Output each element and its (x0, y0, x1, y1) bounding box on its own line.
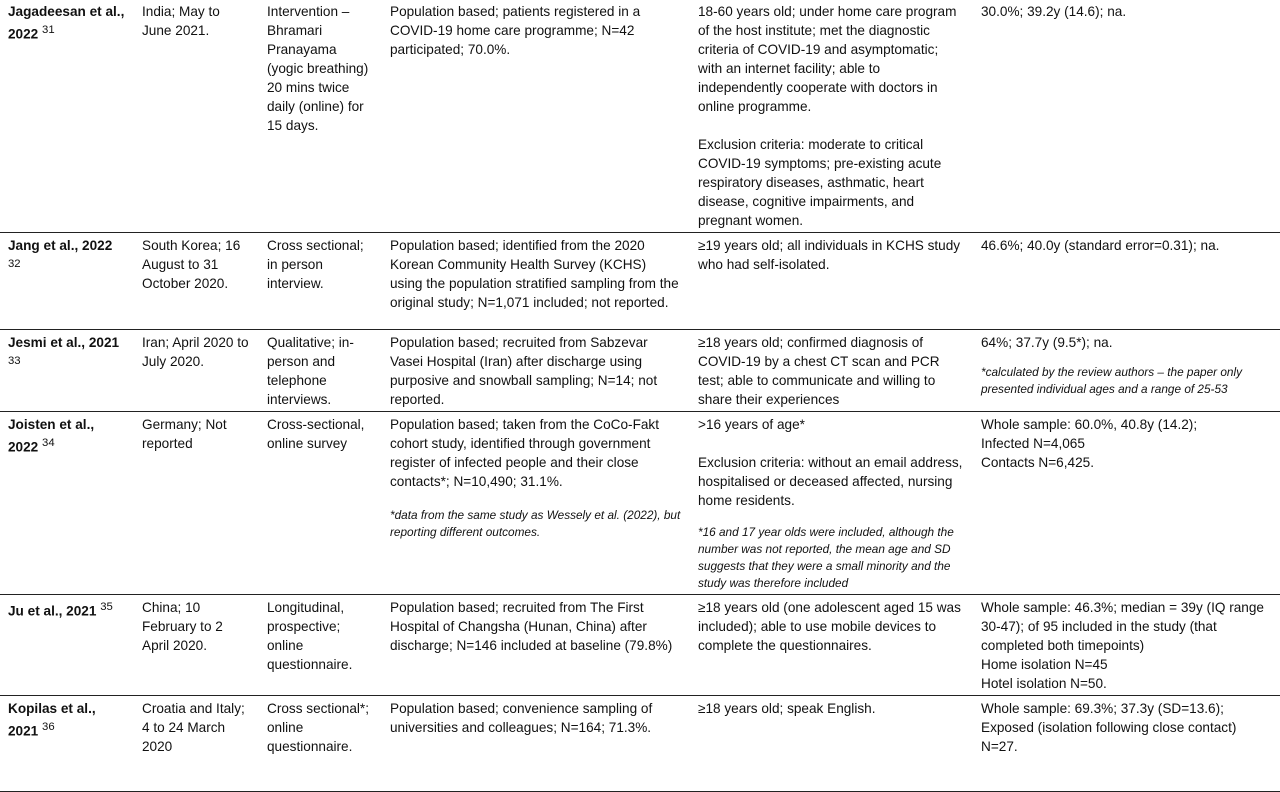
design-cell: Intervention – Bhramari Pranayama (yogic breathing) 20 mins twice daily (online) for 15 days. (259, 0, 382, 233)
population-cell (382, 330, 690, 412)
reference-number: 36 (42, 721, 55, 733)
criteria-cell (690, 0, 973, 233)
demographics-line: Whole sample: 46.3%; median = 39y (IQ range 30-47); of 95 included in the study (that completed both timepoints) (981, 600, 1264, 653)
study-cell (0, 0, 134, 233)
study-name: Jagadeesan et al., 2022 (8, 4, 125, 42)
demographics-line: Home isolation N=45 (981, 657, 1108, 672)
design-cell: Longitudinal, prospective; online questionnaire. (259, 595, 382, 696)
exclusion-criteria: Exclusion criteria: moderate to critical COVID-19 symptoms; pre-existing acute respiratory diseases, asthmatic, heart disease, cognitive impairments, and pregnant women. (698, 137, 942, 228)
study-cell (0, 330, 134, 412)
demographics-line: 64%; 37.7y (9.5*); na. (981, 335, 1113, 350)
population-text: Population based; identified from the 2020 Korean Community Health Survey (KCHS) using the population stratified sampling from the original study; N=1,071 included; not reported. (390, 238, 679, 310)
design-cell: Cross-sectional, online survey (259, 412, 382, 595)
criteria-cell (690, 330, 973, 412)
population-cell (382, 696, 690, 792)
table-row (0, 330, 1280, 412)
reference-number: 34 (42, 437, 55, 449)
setting-cell: Croatia and Italy; 4 to 24 March 2020 (134, 696, 259, 792)
criteria-footnote: *16 and 17 year olds were included, although the number was not reported, the mean age and SD suggests that they were a small minority and the study was therefore included (698, 525, 954, 590)
reference-number: 31 (42, 24, 55, 36)
demographics-cell (973, 595, 1280, 696)
demographics-footnote: *calculated by the review authors – the paper only presented individual ages and a range of 25-53 (981, 365, 1243, 396)
design-cell: Qualitative; in-person and telephone interviews. (259, 330, 382, 412)
table-row (0, 233, 1280, 330)
demographics-line: Whole sample: 69.3%; 37.3y (SD=13.6); (981, 701, 1224, 716)
demographics-cell (973, 696, 1280, 792)
setting-cell: China; 10 February to 2 April 2020. (134, 595, 259, 696)
population-cell (382, 595, 690, 696)
population-text: Population based; recruited from Sabzevar Vasei Hospital (Iran) after discharge using purposive and snowball sampling; N=14; not reported. (390, 335, 658, 407)
population-cell (382, 0, 690, 233)
reference-number: 33 (8, 355, 21, 367)
table-row (0, 0, 1280, 233)
inclusion-criteria: >16 years of age* (698, 417, 805, 432)
reference-number: 35 (100, 601, 113, 613)
criteria-cell (690, 412, 973, 595)
table-row (0, 595, 1280, 696)
demographics-line: Contacts N=6,425. (981, 455, 1094, 470)
reference-number: 32 (8, 258, 21, 270)
inclusion-criteria: ≥18 years old; speak English. (698, 701, 876, 716)
study-name: Ju et al., 2021 (8, 603, 97, 619)
demographics-line: Exposed (isolation following close contact) N=27. (981, 720, 1237, 754)
setting-cell: Iran; April 2020 to July 2020. (134, 330, 259, 412)
inclusion-criteria: ≥18 years old (one adolescent aged 15 was included); able to use mobile devices to complete the questionnaires. (698, 600, 961, 653)
demographics-line: 46.6%; 40.0y (standard error=0.31); na. (981, 238, 1220, 253)
study-cell (0, 696, 134, 792)
population-text: Population based; recruited from The First Hospital of Changsha (Hunan, China) after discharge; N=146 included at baseline (79.8%) (390, 600, 673, 653)
population-text: Population based; patients registered in a COVID-19 home care programme; N=42 participated; 70.0%. (390, 4, 641, 57)
demographics-cell (973, 0, 1280, 233)
design-cell: Cross sectional*; online questionnaire. (259, 696, 382, 792)
demographics-line: 30.0%; 39.2y (14.6); na. (981, 4, 1127, 19)
demographics-line: Hotel isolation N=50. (981, 676, 1107, 691)
demographics-line: Whole sample: 60.0%, 40.8y (14.2); (981, 417, 1198, 432)
design-cell: Cross sectional; in person interview. (259, 233, 382, 330)
inclusion-criteria: 18-60 years old; under home care program of the host institute; met the diagnostic criteria of COVID-19 and asymptomatic; with an internet facility; able to independently cooperate with doctors in online programme. (698, 4, 957, 114)
demographics-cell (973, 233, 1280, 330)
exclusion-criteria: Exclusion criteria: without an email address, hospitalised or deceased affected, nursing home residents. (698, 455, 963, 508)
population-cell (382, 233, 690, 330)
study-name: Joisten et al., 2022 (8, 417, 95, 455)
demographics-line: Infected N=4,065 (981, 436, 1085, 451)
population-text: Population based; convenience sampling of universities and colleagues; N=164; 71.3%. (390, 701, 653, 735)
demographics-cell (973, 412, 1280, 595)
study-name: Kopilas et al., 2021 (8, 701, 96, 739)
inclusion-criteria: ≥18 years old; confirmed diagnosis of COVID-19 by a chest CT scan and PCR test; able to communicate and willing to share their experiences (698, 335, 940, 407)
setting-cell: India; May to June 2021. (134, 0, 259, 233)
study-cell (0, 595, 134, 696)
population-footnote: *data from the same study as Wessely et al. (2022), but reporting different outcomes. (390, 508, 681, 539)
study-cell (0, 233, 134, 330)
setting-cell: Germany; Not reported (134, 412, 259, 595)
setting-cell: South Korea; 16 August to 31 October 2020. (134, 233, 259, 330)
table-row (0, 412, 1280, 595)
inclusion-criteria: ≥19 years old; all individuals in KCHS study who had self-isolated. (698, 238, 961, 272)
study-name: Jesmi et al., 2021 (8, 335, 120, 350)
study-name: Jang et al., 2022 (8, 238, 113, 253)
study-cell (0, 412, 134, 595)
criteria-cell (690, 595, 973, 696)
criteria-cell (690, 233, 973, 330)
population-cell (382, 412, 690, 595)
demographics-cell (973, 330, 1280, 412)
table-row (0, 696, 1280, 792)
population-text: Population based; taken from the CoCo-Fakt cohort study, identified through government register of infected people and their close contacts*; N=10,490; 31.1%. (390, 417, 660, 489)
criteria-cell (690, 696, 973, 792)
